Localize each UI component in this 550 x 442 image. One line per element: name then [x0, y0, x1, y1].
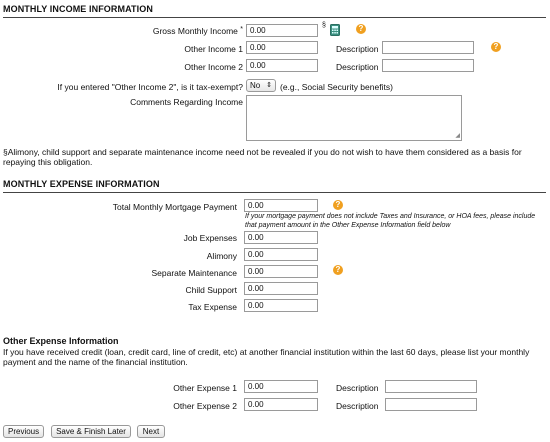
- expense-section-header: MONTHLY EXPENSE INFORMATION: [3, 179, 546, 193]
- mortgage-note: If your mortgage payment does not include Taxes and Insurance, or HOA fees, please include that payment amount in the Other Expense Information field below: [245, 213, 536, 229]
- other-expense-2-label: Other Expense 2: [173, 401, 237, 411]
- other-desc-2-label: Description: [336, 401, 379, 411]
- gross-income-label: [153, 26, 243, 36]
- help-icon[interactable]: ?: [356, 24, 366, 34]
- job-expenses-label: Job Expenses: [183, 233, 237, 243]
- description-1-input[interactable]: [382, 41, 474, 54]
- separate-maintenance-label: Separate Maintenance: [151, 268, 237, 278]
- resize-handle-icon[interactable]: ◢: [455, 133, 460, 139]
- tax-exempt-value: No: [250, 81, 261, 90]
- income-section-header: MONTHLY INCOME INFORMATION: [3, 4, 546, 18]
- other-desc-1-input[interactable]: [385, 380, 477, 393]
- mortgage-input[interactable]: [244, 199, 318, 212]
- other-desc-2-input[interactable]: [385, 398, 477, 411]
- other-expense-title: Other Expense Information: [3, 336, 119, 346]
- help-icon[interactable]: ?: [333, 265, 343, 275]
- child-support-input[interactable]: [244, 282, 318, 295]
- other-expense-intro: If you have received credit (loan, credit card, line of credit, etc) at another financial institution within the last 60 days, please list your monthly payment and the name of the financial institution.: [3, 347, 530, 367]
- comments-textarea[interactable]: [246, 95, 462, 141]
- tax-expense-label: Tax Expense: [188, 302, 237, 312]
- tax-exempt-select[interactable]: [246, 79, 276, 92]
- save-finish-later-button[interactable]: Save & Finish Later: [51, 425, 131, 438]
- comments-label: Comments Regarding Income: [130, 97, 243, 107]
- other-expense-1-input[interactable]: [244, 380, 318, 393]
- child-support-label: Child Support: [185, 285, 237, 295]
- other-income-1-label: Other Income 1: [184, 44, 243, 54]
- next-button[interactable]: Next: [137, 425, 165, 438]
- other-income-1-input[interactable]: [246, 41, 318, 54]
- other-income-2-input[interactable]: [246, 59, 318, 72]
- job-expenses-input[interactable]: [244, 231, 318, 244]
- alimony-input[interactable]: [244, 248, 318, 261]
- income-footnote: §Alimony, child support and separate maintenance income need not be revealed if you do not wish to have them considered as a basis for repaying this obligation.: [3, 147, 522, 167]
- mortgage-label: Total Monthly Mortgage Payment: [112, 202, 237, 212]
- separate-maintenance-input[interactable]: [244, 265, 318, 278]
- select-arrows-icon: ⇕: [266, 82, 272, 89]
- help-icon[interactable]: ?: [333, 200, 343, 210]
- other-income-2-label: Other Income 2: [184, 62, 243, 72]
- other-desc-1-label: Description: [336, 383, 379, 393]
- footnote-mark: §: [322, 22, 326, 29]
- required-marker: *: [240, 26, 243, 33]
- previous-button[interactable]: Previous: [3, 425, 44, 438]
- description-2-input[interactable]: [382, 59, 474, 72]
- description-1-label: Description: [336, 44, 379, 54]
- calculator-icon[interactable]: [330, 24, 340, 38]
- gross-income-label-text: Gross Monthly Income: [152, 26, 238, 36]
- alimony-label: Alimony: [206, 251, 237, 261]
- tax-exempt-label: If you entered "Other Income 2", is it tax-exempt?: [57, 82, 243, 92]
- other-expense-2-input[interactable]: [244, 398, 318, 411]
- other-expense-1-label: Other Expense 1: [173, 383, 237, 393]
- help-icon[interactable]: ?: [491, 42, 501, 52]
- description-2-label: Description: [336, 62, 379, 72]
- gross-income-input[interactable]: [246, 24, 318, 37]
- tax-exempt-hint: (e.g., Social Security benefits): [280, 82, 393, 92]
- tax-expense-input[interactable]: [244, 299, 318, 312]
